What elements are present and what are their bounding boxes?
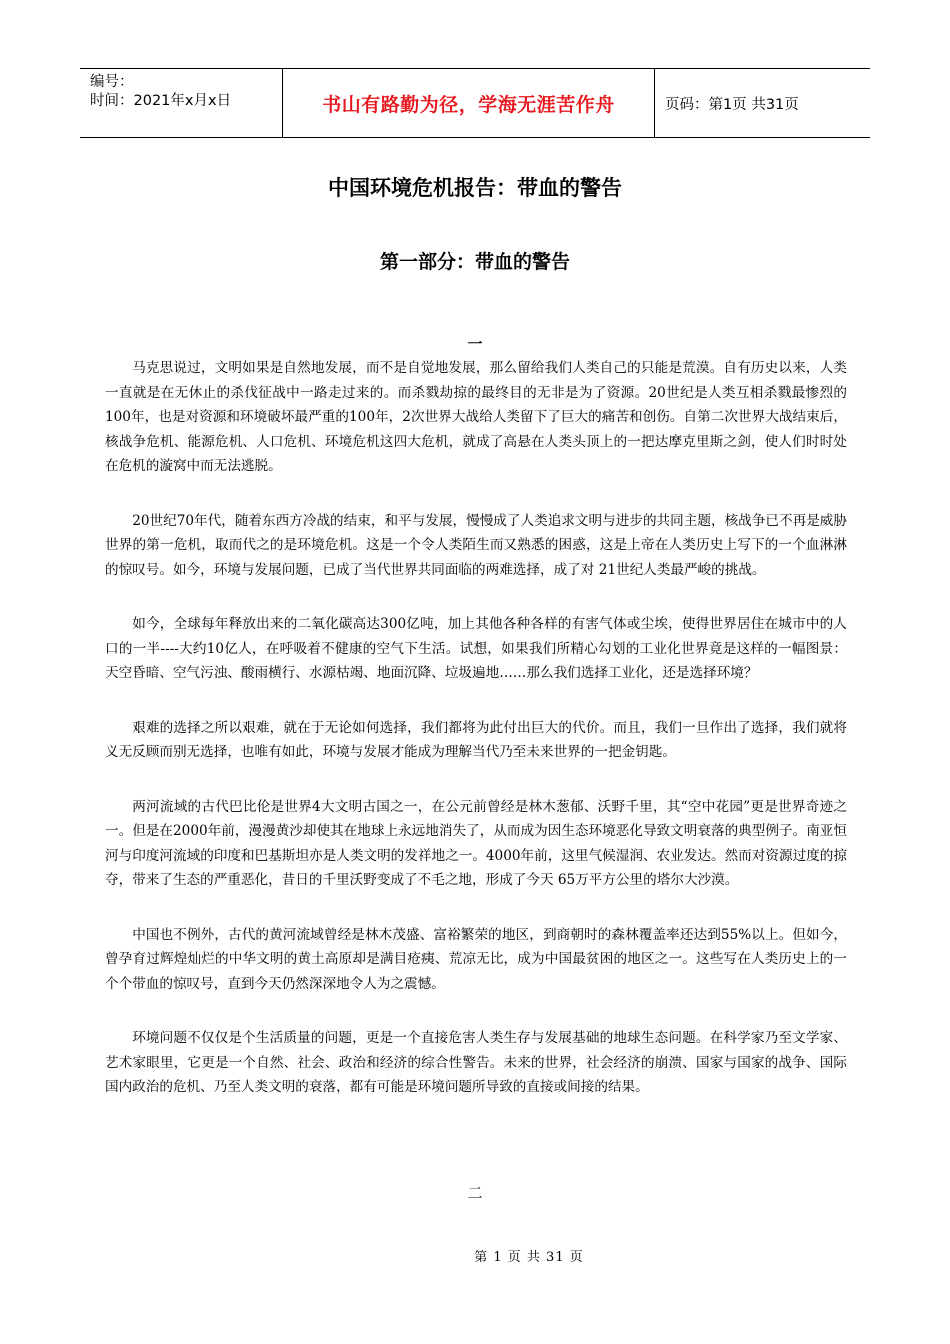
paragraph: 艰难的选择之所以艰难，就在于无论如何选择，我们都将为此付出巨大的代价。而且，我们一旦作出了选择，我们就将义无反顾而别无选择，也唯有如此，环境与发展才能成为理解当代乃至未来世界的一把金钥匙。 xyxy=(105,719,847,760)
number-label: 编号： xyxy=(90,74,134,90)
document-subtitle: 第一部分：带血的警告 xyxy=(379,251,570,273)
paragraph: 马克思说过，文明如果是自然地发展，而不是自觉地发展，那么留给我们人类自己的只能是荒漠。自有历史以来，人类一直就是在无休止的杀伐征战中一路走过来的。而杀戮劫掠的最终目的无非是为了资源。20世纪是人类互相杀戮最惨烈的100年，也是对资源和环境破坏最严重的100年，2次世界大战给人类留下了巨大的痛苦和创伤。自第二次世界大战结束后，核战争危机、能源危机、人口危机、环境危机这四大危机，就成了高悬在人类头顶上的一把达摩克里斯之剑，使人们时时处在危机的漩窝中而无法逃脱。 xyxy=(105,360,847,474)
time-label: 时间：2021年x月x日 xyxy=(90,93,232,109)
paragraph: 20世纪70年代，随着东西方冷战的结束，和平与发展，慢慢成了人类追求文明与进步的共同主题，核战争已不再是威胁世界的第一危机，取而代之的是环境危机。这是一个令人类陌生而又熟悉的困惑，这是上帝在人类历史上写下的一个血淋淋的惊叹号。如今，环境与发展问题，已成了当代世界共同面临的两难选择，成了对 21世纪人类最严峻的挑战。 xyxy=(105,512,847,578)
motto-text: 书山有路勤为径，学海无涯苦作舟 xyxy=(322,93,615,116)
page-info: 页码：第1页 共31页 xyxy=(665,96,799,113)
page-footer: 第 1 页 共 31 页 xyxy=(474,1250,584,1265)
document-header xyxy=(80,68,870,138)
paragraph: 两河流域的古代巴比伦是世界4大文明古国之一，在公元前曾经是林木葱郁、沃野千里，其“空中花园”更是世界奇迹之一。但是在2000年前，漫漫黄沙却使其在地球上永远地消失了，从而成为因生态环境恶化导致文明衰落的典型例子。南亚恒河与印度河流域的印度和巴基斯坦亦是人类文明的发祥地之一。4000年前，这里气候湿润、农业发达。然而对资源过度的掠夺，带来了生态的严重恶化，昔日的千里沃野变成了不毛之地，形成了今天 65万平方公里的塔尔大沙漠。 xyxy=(105,798,847,888)
paragraph: 如今，全球每年释放出来的二氧化碳高达300亿吨，加上其他各种各样的有害气体或尘埃，使得世界居住在城市中的人口的一半----大约10亿人，在呼吸着不健康的空气下生活。试想，如果我们所精心勾划的工业化世界竟是这样的一幅图景：天空昏暗、空气污浊、酸雨横行、水源枯竭、地面沉降、垃圾遍地……那么我们选择工业化，还是选择环境？ xyxy=(105,616,847,681)
section-heading-1: 一 xyxy=(467,335,483,353)
header-page-cell xyxy=(655,69,870,137)
document-title: 中国环境危机报告：带血的警告 xyxy=(328,176,622,200)
paragraph: 环境问题不仅仅是个生活质量的问题，更是一个直接危害人类生存与发展基础的地球生态问题。在科学家乃至文学家、艺术家眼里，它更是一个自然、社会、政治和经济的综合性警告。未来的世界，社会经济的崩溃、国家与国家的战争、国际国内政治的危机、乃至人类文明的衰落，都有可能是环境问题所导致的直接或间接的结果。 xyxy=(105,1030,847,1095)
paragraph: 中国也不例外，古代的黄河流域曾经是林木茂盛、富裕繁荣的地区，到商朝时的森林覆盖率还达到55%以上。但如今，曾孕育过辉煌灿烂的中华文明的黄土高原却是满目疮痍、荒凉无比，成为中国最贫困的地区之一。这些写在人类历史上的一个个带血的惊叹号，直到今天仍然深深地令人为之震憾。 xyxy=(105,926,847,992)
body-text xyxy=(105,356,847,1130)
header-motto-cell xyxy=(282,69,655,137)
header-meta-cell xyxy=(80,69,282,137)
section-heading-2: 二 xyxy=(467,1184,483,1202)
